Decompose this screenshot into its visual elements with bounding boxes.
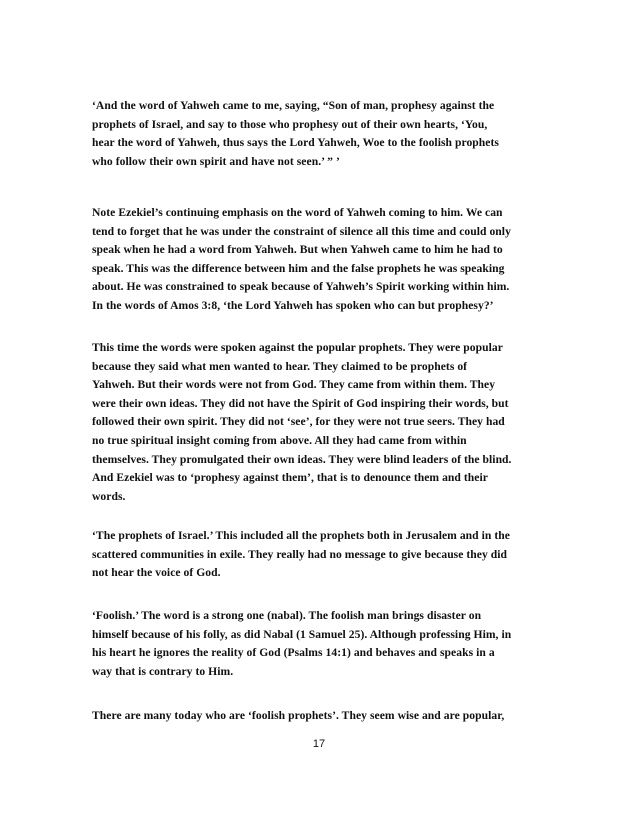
- text-line: himself because of his folly, as did Nabal (1 Samuel 25). Although professing Him, in: [92, 627, 512, 641]
- text-line: his heart he ignores the reality of God (Psalms 14:1) and behaves and speaks in a: [92, 646, 495, 660]
- text-line: words.: [92, 489, 126, 503]
- text-line: ‘And the word of Yahweh came to me, saying, “Son of man, prophesy against the: [92, 99, 495, 112]
- text-line: ‘The prophets of Israel.’ This included all the prophets both in Jerusalem and in the: [92, 529, 510, 542]
- text-line: Yahweh. But their words were not from God. They came from within them. They: [92, 378, 496, 392]
- text-line: not hear the voice of God.: [92, 566, 221, 580]
- text-line: were their own ideas. They did not have the Spirit of God inspiring their words, but: [92, 396, 509, 410]
- text-line: prophets of Israel, and say to those who prophesy out of their own hearts, ‘You,: [92, 117, 488, 131]
- text-line: about. He was constrained to speak because of Yahweh’s Spirit working within him.: [92, 280, 510, 294]
- paragraph-foolish: [92, 607, 546, 681]
- text-line: Note Ezekiel’s continuing emphasis on the word of Yahweh coming to him. We can: [92, 206, 503, 219]
- text-line: There are many today who are ‘foolish prophets’. They seem wise and are popular,: [92, 709, 505, 722]
- text-line: way that is contrary to Him.: [92, 664, 234, 678]
- text-line: And Ezekiel was to ‘prophesy against them’, that is to denounce them and their: [92, 471, 488, 485]
- text-line: This time the words were spoken against the popular prophets. They were popular: [92, 341, 503, 354]
- paragraph-ezekiel-emphasis: [92, 204, 546, 316]
- text-line: speak. This was the difference between him and the false prophets he was speaking: [92, 261, 505, 275]
- text-line: because they said what men wanted to hear. They claimed to be prophets of: [92, 359, 468, 373]
- paragraph-scripture-quote: [92, 97, 546, 171]
- text-line: hear the word of Yahweh, thus says the Lord Yahweh, Woe to the foolish prophets: [92, 136, 499, 150]
- text-line: who follow their own spirit and have not seen.’ ” ’: [92, 154, 340, 168]
- paragraph-foolish-prophets-today: [92, 707, 546, 726]
- paragraph-prophets-of-israel: [92, 527, 546, 583]
- text-line: speak when he had a word from Yahweh. But when Yahweh came to him he had to: [92, 243, 503, 257]
- text-line: followed their own spirit. They did not ‘see’, for they were not true seers. They had: [92, 415, 505, 429]
- text-line: themselves. They promulgated their own ideas. They were blind leaders of the blind.: [92, 452, 512, 466]
- text-line: scattered communities in exile. They really had no message to give because they did: [92, 547, 508, 561]
- text-line: In the words of Amos 3:8, ‘the Lord Yahweh has spoken who can but prophesy?’: [92, 298, 494, 312]
- text-line: tend to forget that he was under the constraint of silence all this time and could only: [92, 224, 511, 238]
- page-number: 17: [312, 738, 326, 750]
- paragraph-popular-prophets: [92, 339, 546, 506]
- text-line: no true spiritual insight coming from above. All they had came from within: [92, 433, 467, 447]
- text-line: ‘Foolish.’ The word is a strong one (nabal). The foolish man brings disaster on: [92, 609, 482, 622]
